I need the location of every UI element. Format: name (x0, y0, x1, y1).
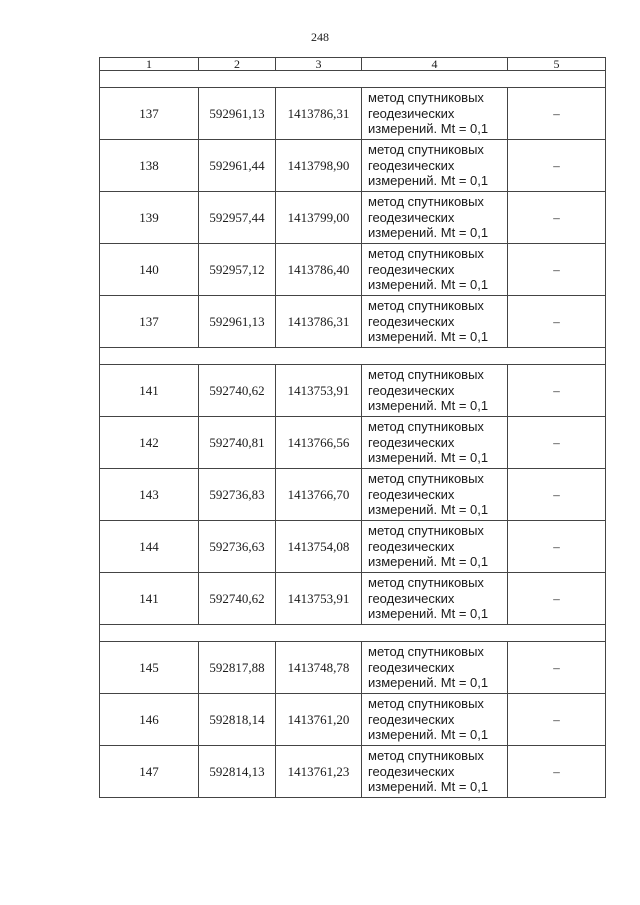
method-cell (362, 642, 508, 694)
method-line: метод спутниковых (368, 142, 484, 158)
y-coordinate-cell: 1413754,08 (276, 521, 362, 573)
point-number-cell: 137 (100, 296, 199, 348)
x-coordinate-cell: 592817,88 (199, 642, 276, 694)
x-coordinate-cell: 592961,44 (199, 140, 276, 192)
method-line: измерений. Mt = 0,1 (368, 502, 489, 518)
method-cell (362, 192, 508, 244)
method-line: измерений. Mt = 0,1 (368, 727, 489, 743)
group-separator-row (100, 348, 606, 365)
method-line: измерений. Mt = 0,1 (368, 450, 489, 466)
method-line: геодезических (368, 434, 455, 450)
point-number-cell: 137 (100, 88, 199, 140)
x-coordinate-cell: 592961,13 (199, 88, 276, 140)
method-line: геодезических (368, 261, 455, 277)
method-line: измерений. Mt = 0,1 (368, 675, 489, 691)
method-line: метод спутниковых (368, 644, 484, 660)
column-header-2: 2 (199, 58, 276, 71)
method-cell (362, 521, 508, 573)
method-cell (362, 469, 508, 521)
column-5-cell: – (508, 521, 606, 573)
method-line: геодезических (368, 382, 455, 398)
method-cell (362, 88, 508, 140)
method-line: метод спутниковых (368, 298, 484, 314)
y-coordinate-cell: 1413748,78 (276, 642, 362, 694)
table-row (100, 140, 606, 192)
column-5-cell: – (508, 296, 606, 348)
column-5-cell: – (508, 746, 606, 798)
method-cell (362, 746, 508, 798)
method-line: метод спутниковых (368, 523, 484, 539)
table-row (100, 642, 606, 694)
method-cell (362, 417, 508, 469)
x-coordinate-cell: 592736,83 (199, 469, 276, 521)
x-coordinate-cell: 592736,63 (199, 521, 276, 573)
y-coordinate-cell: 1413753,91 (276, 573, 362, 625)
method-line: метод спутниковых (368, 90, 484, 106)
method-cell (362, 296, 508, 348)
y-coordinate-cell: 1413753,91 (276, 365, 362, 417)
y-coordinate-cell: 1413786,31 (276, 88, 362, 140)
method-line: геодезических (368, 659, 455, 675)
column-5-cell: – (508, 694, 606, 746)
y-coordinate-cell: 1413786,31 (276, 296, 362, 348)
method-line: измерений. Mt = 0,1 (368, 121, 489, 137)
table-row (100, 192, 606, 244)
column-5-cell: – (508, 244, 606, 296)
column-5-cell: – (508, 140, 606, 192)
method-line: метод спутниковых (368, 419, 484, 435)
y-coordinate-cell: 1413766,70 (276, 469, 362, 521)
method-line: геодезических (368, 157, 455, 173)
column-5-cell: – (508, 642, 606, 694)
table-row (100, 417, 606, 469)
point-number-cell: 140 (100, 244, 199, 296)
point-number-cell: 138 (100, 140, 199, 192)
method-line: измерений. Mt = 0,1 (368, 398, 489, 414)
table-row (100, 469, 606, 521)
x-coordinate-cell: 592740,62 (199, 365, 276, 417)
group-separator-cell (100, 625, 606, 642)
method-line: измерений. Mt = 0,1 (368, 225, 489, 241)
column-5-cell: – (508, 573, 606, 625)
column-header-1: 1 (100, 58, 199, 71)
method-line: метод спутниковых (368, 246, 484, 262)
point-number-cell: 145 (100, 642, 199, 694)
coordinates-table (99, 57, 606, 798)
method-line: измерений. Mt = 0,1 (368, 779, 489, 795)
table-row (100, 296, 606, 348)
method-cell (362, 694, 508, 746)
method-line: измерений. Mt = 0,1 (368, 606, 489, 622)
method-line: измерений. Mt = 0,1 (368, 277, 489, 293)
method-line: метод спутниковых (368, 194, 484, 210)
method-line: геодезических (368, 538, 455, 554)
point-number-cell: 147 (100, 746, 199, 798)
point-number-cell: 146 (100, 694, 199, 746)
point-number-cell: 139 (100, 192, 199, 244)
point-number-cell: 142 (100, 417, 199, 469)
method-line: геодезических (368, 209, 455, 225)
method-cell (362, 365, 508, 417)
x-coordinate-cell: 592814,13 (199, 746, 276, 798)
column-5-cell: – (508, 469, 606, 521)
header-row (100, 58, 606, 71)
column-5-cell: – (508, 88, 606, 140)
table-row (100, 244, 606, 296)
method-line: геодезических (368, 486, 455, 502)
method-line: метод спутниковых (368, 367, 484, 383)
method-cell (362, 573, 508, 625)
column-5-cell: – (508, 192, 606, 244)
point-number-cell: 141 (100, 365, 199, 417)
x-coordinate-cell: 592740,81 (199, 417, 276, 469)
method-line: геодезических (368, 711, 455, 727)
table-row (100, 746, 606, 798)
method-line: метод спутниковых (368, 575, 484, 591)
group-separator-row (100, 625, 606, 642)
method-line: метод спутниковых (368, 696, 484, 712)
y-coordinate-cell: 1413786,40 (276, 244, 362, 296)
method-cell (362, 140, 508, 192)
page-number: 248 (311, 30, 329, 44)
method-line: измерений. Mt = 0,1 (368, 329, 489, 345)
column-header-5: 5 (508, 58, 606, 71)
method-line: измерений. Mt = 0,1 (368, 554, 489, 570)
table-row (100, 88, 606, 140)
method-line: геодезических (368, 590, 455, 606)
group-separator-cell (100, 348, 606, 365)
x-coordinate-cell: 592818,14 (199, 694, 276, 746)
method-line: метод спутниковых (368, 748, 484, 764)
table-row (100, 573, 606, 625)
method-line: геодезических (368, 313, 455, 329)
point-number-cell: 141 (100, 573, 199, 625)
y-coordinate-cell: 1413761,23 (276, 746, 362, 798)
method-line: измерений. Mt = 0,1 (368, 173, 489, 189)
column-5-cell: – (508, 417, 606, 469)
x-coordinate-cell: 592961,13 (199, 296, 276, 348)
x-coordinate-cell: 592957,44 (199, 192, 276, 244)
group-separator-row (100, 71, 606, 88)
x-coordinate-cell: 592740,62 (199, 573, 276, 625)
y-coordinate-cell: 1413799,00 (276, 192, 362, 244)
y-coordinate-cell: 1413761,20 (276, 694, 362, 746)
y-coordinate-cell: 1413766,56 (276, 417, 362, 469)
y-coordinate-cell: 1413798,90 (276, 140, 362, 192)
method-line: геодезических (368, 105, 455, 121)
point-number-cell: 144 (100, 521, 199, 573)
method-cell (362, 244, 508, 296)
point-number-cell: 143 (100, 469, 199, 521)
x-coordinate-cell: 592957,12 (199, 244, 276, 296)
column-header-3: 3 (276, 58, 362, 71)
method-line: геодезических (368, 763, 455, 779)
table-row (100, 521, 606, 573)
table-row (100, 694, 606, 746)
method-line: метод спутниковых (368, 471, 484, 487)
column-header-4: 4 (362, 58, 508, 71)
group-separator-cell (100, 71, 606, 88)
table-row (100, 365, 606, 417)
column-5-cell: – (508, 365, 606, 417)
